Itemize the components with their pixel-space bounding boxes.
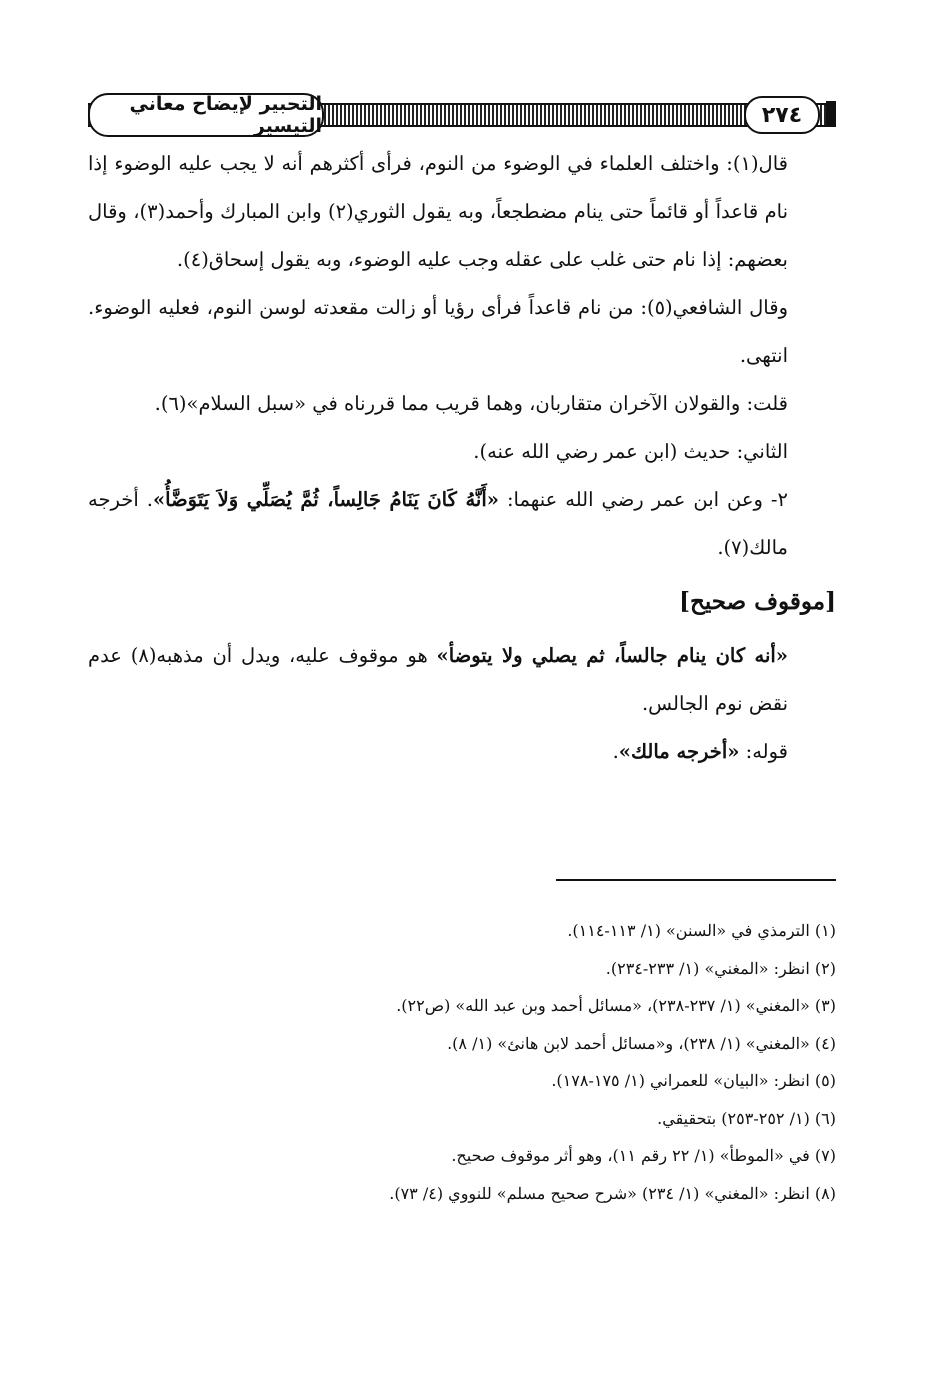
hadith-grade: [موقوف صحيح] — [679, 588, 836, 615]
header-tab-mark — [826, 101, 836, 125]
paragraph-3: قلت: والقولان الآخران متقاربان، وهما قريب مما قررناه في «سبل السلام»(٦). — [154, 392, 788, 415]
commentary: هو موقوف عليه، ويدل أن مذهبه(٨) عدم نقض نوم الجالس. — [88, 644, 788, 715]
footnotes — [88, 912, 836, 1212]
footnote-5: (٥) انظر: «البيان» للعمراني (١/ ١٧٥-١٧٨). — [551, 1071, 836, 1090]
period: . — [612, 740, 619, 763]
paragraph-1: قال(١): واختلف العلماء في الوضوء من النوم، فرأى أكثرهم أنه لا يجب عليه الوضوء إذا نام قاعداً أو قائماً حتى ينام مضطجعاً، وبه يقول الثوري(٢) وابن المبارك وأحمد(٣)، وقال بعضهم: إذا نام حتى غلب على عقله وجب عليه الوضوء، وبه يقول إسحاق(٤). — [88, 152, 789, 271]
qawluhu-label: قوله: — [739, 740, 788, 763]
page-header — [88, 93, 836, 141]
hadith-intro: ٢- وعن ابن عمر رضي الله عنهما: — [498, 488, 788, 511]
footnote-8: (٨) انظر: «المغني» (١/ ٢٣٤) «شرح صحيح مسلم» للنووي (٤/ ٧٣). — [389, 1183, 836, 1203]
quoted-phrase: «أخرجه مالك» — [618, 740, 740, 763]
footnote-3: (٣) «المغني» (١/ ٢٣٧-٢٣٨)، «مسائل أحمد وبن عبد الله» (ص٢٢). — [396, 996, 836, 1015]
footnote-1: (١) الترمذي في «السنن» (١/ ١١٣-١١٤). — [567, 921, 836, 940]
page-number: ٢٧٤ — [744, 96, 820, 134]
paragraph-7 — [88, 728, 836, 776]
footnote-separator — [556, 879, 836, 881]
footnote-4: (٤) «المغني» (١/ ٢٣٨)، و«مسائل أحمد لابن هانئ» (١/ ٨). — [447, 1033, 836, 1053]
paragraph-4: الثاني: حديث (ابن عمر رضي الله عنه). — [473, 440, 788, 463]
hadith-source: . أخرجه مالك(٧). — [88, 488, 788, 559]
hadith-paragraph — [88, 476, 836, 572]
book-title: التحبير لإيضاح معاني التيسير — [88, 93, 324, 137]
footnote-7: (٧) في «الموطأ» (١/ ٢٢ رقم ١١)، وهو أثر موقوف صحيح. — [451, 1146, 836, 1165]
footnote-2: (٢) انظر: «المغني» (١/ ٢٣٣-٢٣٤). — [605, 958, 836, 978]
hadith-text: «أَنَّهُ كَانَ يَنَامُ جَالِساً، ثُمَّ يُصَلِّي وَلاَ يَتَوَضَّأُ» — [152, 488, 499, 511]
paragraph-6 — [88, 632, 836, 728]
paragraph-2: وقال الشافعي(٥): من نام قاعداً فرأى رؤيا أو زالت مقعدته لوسن النوم، فعليه الوضوء. انتهى. — [88, 296, 788, 367]
main-text — [88, 140, 836, 776]
footnote-6: (٦) (١/ ٢٥٢-٢٥٣) بتحقيقي. — [657, 1108, 836, 1128]
quoted-hadith: «أنه كان ينام جالساً، ثم يصلي ولا يتوضأ» — [436, 644, 788, 667]
